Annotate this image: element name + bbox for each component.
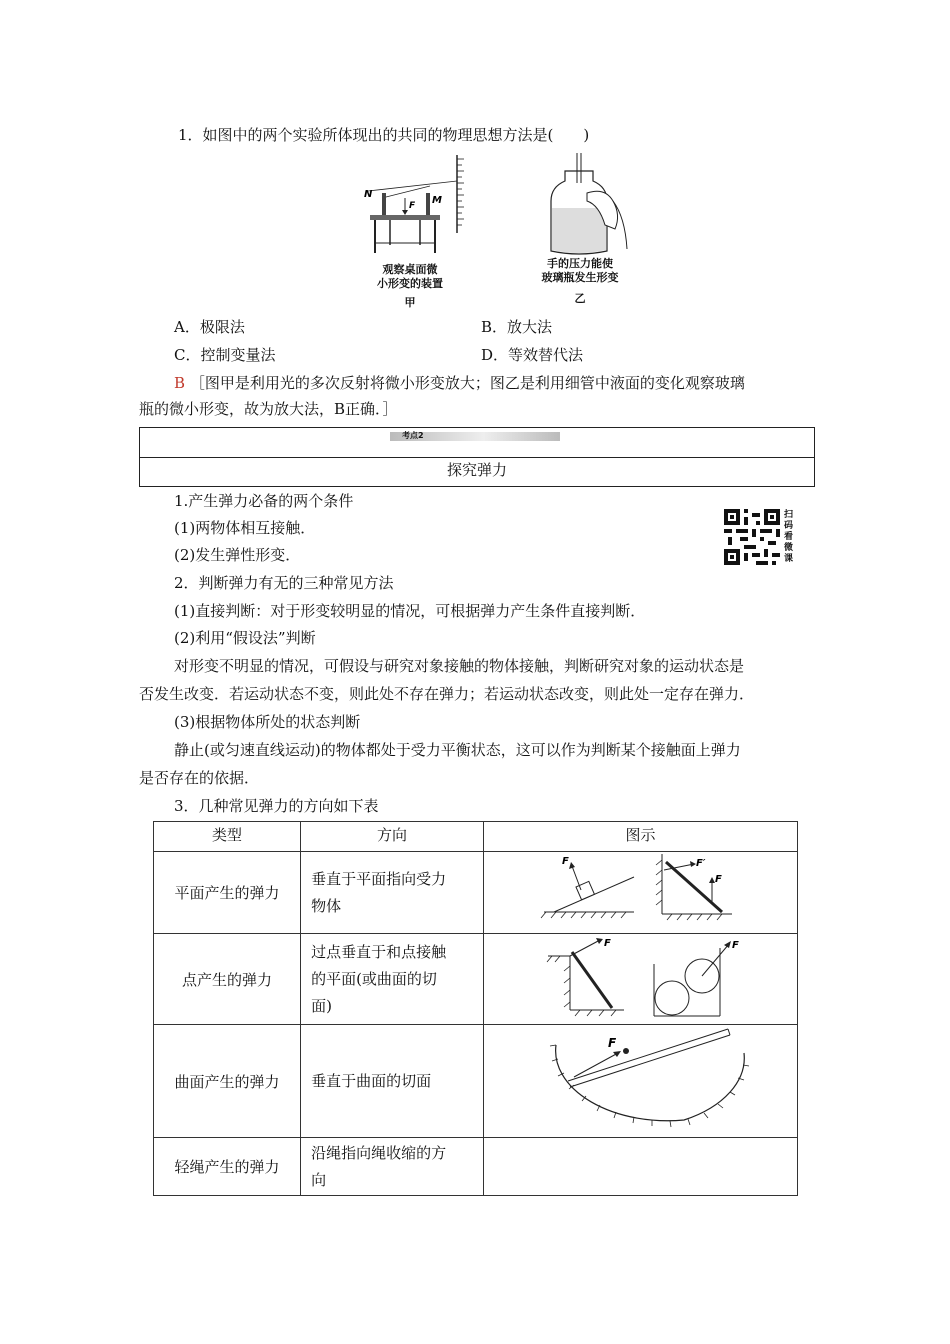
fig-yi-caption-2: 玻璃瓶发生形变 — [541, 271, 619, 284]
figure-yi — [525, 153, 635, 313]
section-tag: 考点2 — [402, 431, 424, 440]
row-direction: 垂直于平面指向受力 物体 — [301, 852, 484, 934]
fig-jia-caption-2: 小形变的装置 — [377, 277, 443, 290]
row-figure-empty — [483, 1138, 797, 1196]
table-row — [154, 1138, 798, 1196]
row-type: 轻绳产生的弹力 — [154, 1138, 301, 1196]
table-row — [154, 1025, 798, 1138]
point-force-figure — [484, 934, 797, 1020]
point-fig-f2-label: F — [731, 940, 739, 951]
row-figure — [483, 852, 797, 934]
row-type: 点产生的弹力 — [154, 934, 301, 1025]
row-direction: 垂直于曲面的切面 — [301, 1025, 484, 1138]
fig-jia-label: 甲 — [404, 296, 416, 309]
plane-fig-f2-label: F — [714, 874, 722, 885]
figure-jia — [360, 153, 470, 313]
condition-2: (2)发生弹性形变． — [174, 546, 301, 564]
answer-explain-1: ［图甲是利用光的多次反射将微小形变放大；图乙是利用细管中液面的变化观察玻璃 — [189, 374, 745, 392]
option-b: B．放大法 — [481, 318, 553, 336]
row-type: 曲面产生的弹力 — [154, 1025, 301, 1138]
q1-stem: 1．如图中的两个实验所体现出的共同的物理思想方法是( ) — [178, 126, 590, 144]
answer-line-2: 瓶的微小形变，故为放大法，B正确．］ — [139, 400, 398, 418]
fig-yi-label: 乙 — [574, 292, 586, 305]
method-2-para-2: 否发生改变．若运动状态不变，则此处不存在弹力；若运动状态改变，则此处一定存在弹力． — [139, 685, 755, 703]
method-2-para-1: 对形变不明显的情况，可假设与研究对象接触的物体接触，判断研究对象的运动状态是 — [174, 657, 745, 675]
plane-force-figure — [484, 852, 797, 929]
condition-1: (1)两物体相互接触． — [174, 519, 316, 537]
table-row — [154, 934, 798, 1025]
header-type: 类型 — [154, 822, 301, 852]
option-a: A．极限法 — [174, 318, 245, 336]
row-direction: 过点垂直于和点接触 的平面(或曲面的切 面) — [301, 934, 484, 1025]
plane-fig-f-label: F — [561, 856, 569, 867]
answer-line-1 — [174, 372, 745, 393]
method-1: (1)直接判断：对于形变较明显的情况，可根据弹力产生条件直接判断． — [174, 602, 646, 620]
table-header-row — [154, 822, 798, 852]
option-d: D．等效替代法 — [481, 346, 584, 364]
force-direction-table — [153, 821, 798, 1196]
mark-m: M — [432, 195, 442, 206]
row-direction: 沿绳指向绳收缩的方 向 — [301, 1138, 484, 1196]
mark-n: N — [364, 189, 373, 200]
header-direction: 方向 — [301, 822, 484, 852]
heading-2: 2．判断弹力有无的三种常见方法 — [174, 574, 394, 592]
table-deformation-diagram — [360, 153, 470, 263]
method-3-para-1: 静止(或匀速直线运动)的物体都处于受力平衡状态，这可以作为判断某个接触面上弹力 — [174, 741, 741, 759]
option-c: C．控制变量法 — [174, 346, 276, 364]
header-figure: 图示 — [483, 822, 797, 852]
section-title: 探究弹力 — [446, 461, 507, 479]
plane-fig-f-prime-label: F′ — [695, 858, 706, 869]
row-figure — [483, 1025, 797, 1138]
method-3-para-2: 是否存在的依据． — [139, 769, 260, 787]
curved-fig-f-label: F — [607, 1036, 617, 1050]
section-header — [139, 427, 815, 487]
mark-f: F — [409, 201, 416, 211]
qr-label: 扫码看微课 — [784, 510, 794, 564]
qr-code — [724, 509, 780, 565]
point-fig-f-label: F — [603, 938, 611, 949]
method-2: (2)利用“假设法”判断 — [174, 629, 316, 647]
glass-bottle-diagram — [525, 153, 635, 258]
fig-jia-caption-1: 观察桌面微 — [382, 263, 438, 276]
curved-surface-force-figure — [484, 1025, 797, 1133]
row-type: 平面产生的弹力 — [154, 852, 301, 934]
row-figure — [483, 934, 797, 1025]
method-3: (3)根据物体所处的状态判断 — [174, 713, 361, 731]
fig-yi-caption-1: 手的压力能使 — [547, 257, 613, 270]
heading-3: 3．几种常见弹力的方向如下表 — [174, 797, 379, 815]
heading-1: 1.产生弹力必备的两个条件 — [174, 492, 354, 510]
answer-letter: B — [174, 374, 186, 392]
table-row — [154, 852, 798, 934]
